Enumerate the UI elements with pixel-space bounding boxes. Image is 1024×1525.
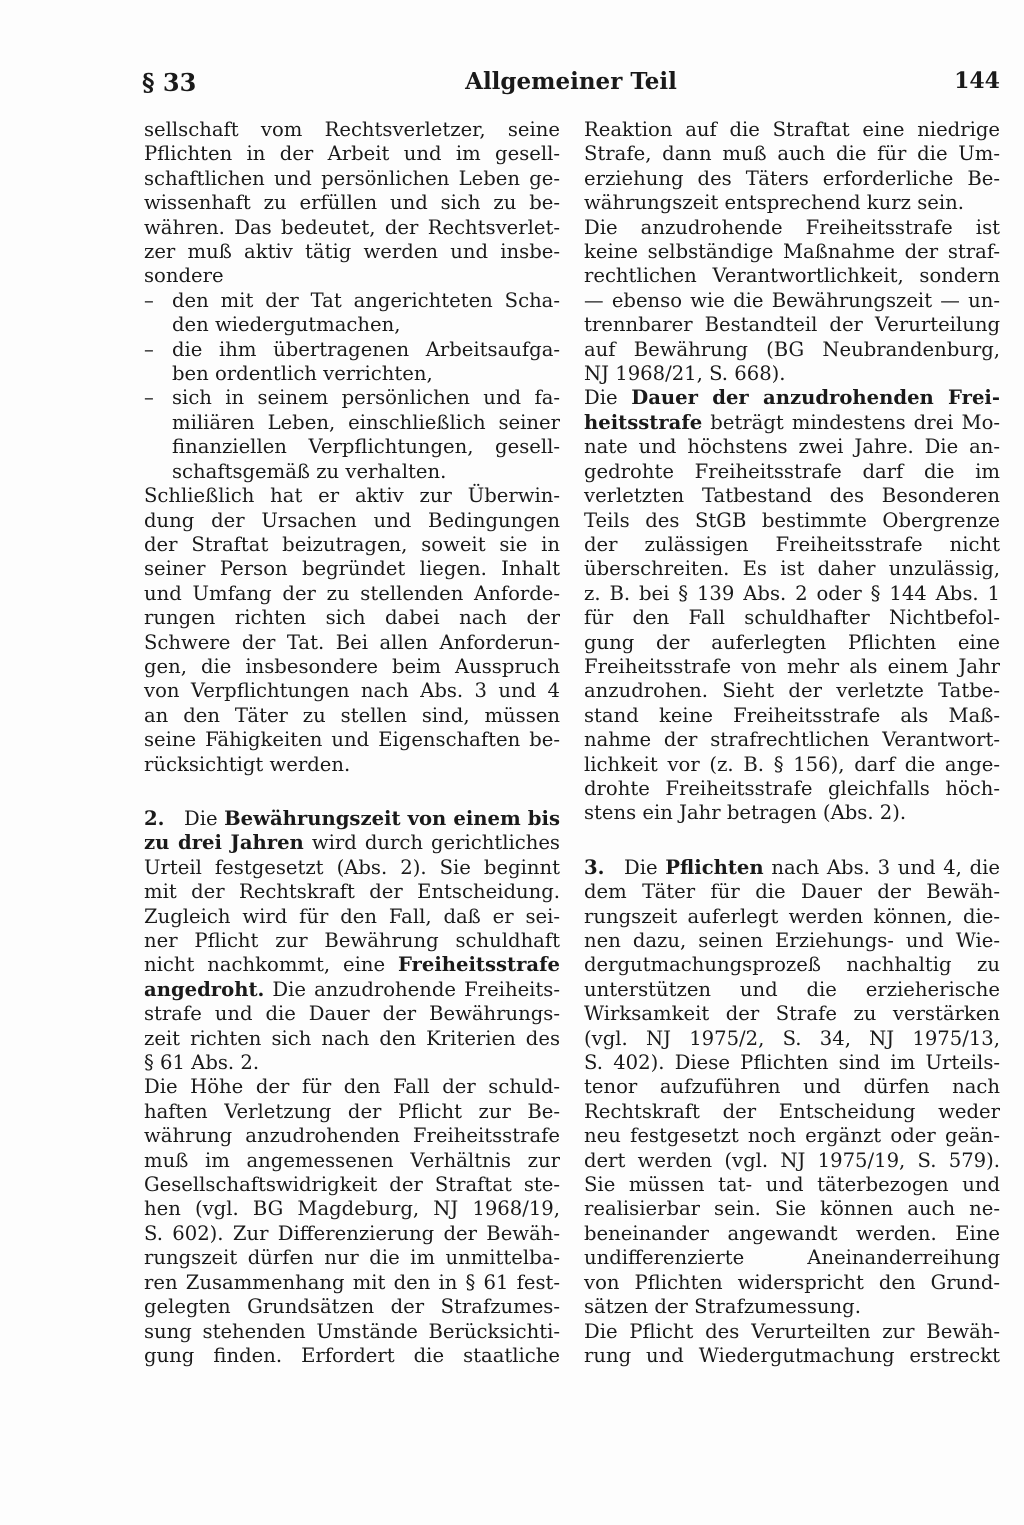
dash-marker: – xyxy=(144,337,154,361)
text-line: stand keine Freiheitsstrafe als Maß- xyxy=(584,703,1000,727)
text-line: Pflichten in der Arbeit und im gesell- xyxy=(144,142,560,166)
text-line: schaftsgemäß zu verhalten. xyxy=(172,459,447,483)
text-line: Die anzudrohende Freiheitsstrafe ist xyxy=(584,215,1000,239)
text-line: Rechtskraft der Entscheidung weder xyxy=(584,1099,1000,1123)
text-line: schaftlichen und persönlichen Leben ge- xyxy=(144,166,560,190)
text-line: NJ 1968/21, S. 668). xyxy=(584,362,786,386)
emphasis: heitsstrafe xyxy=(584,410,703,434)
emphasis: zu drei Jahren xyxy=(144,831,304,855)
text-line: dert werden (vgl. NJ 1975/19, S. 579). xyxy=(584,1148,1000,1172)
text-line: währungszeit entsprechend kurz sein. xyxy=(584,191,964,215)
text-line: der zulässigen Freiheitsstrafe nicht xyxy=(584,532,1000,556)
text-line: sich in seinem persönlichen und fa- xyxy=(172,386,560,410)
text-line: an den Täter zu stellen sind, müssen xyxy=(144,703,560,727)
text-line: seine Fähigkeiten und Eigenschaften be- xyxy=(144,728,560,752)
text-line: erziehung des Täters erforderliche Be- xyxy=(584,166,1000,190)
text-line: Wirksamkeit der Strafe zu verstärken xyxy=(584,1002,1000,1026)
text-line: rücksichtigt werden. xyxy=(144,752,351,776)
text-line: Die Höhe der für den Fall der schuld- xyxy=(144,1075,560,1099)
text-line: sondere xyxy=(144,264,224,288)
text-line: gen, die insbesondere beim Ausspruch xyxy=(144,654,560,678)
text-line: den mit der Tat angerichteten Scha- xyxy=(172,288,560,312)
text-line: sellschaft vom Rechtsverletzer, seine xyxy=(144,118,560,141)
text-line: finanziellen Verpflichtungen, gesell- xyxy=(172,435,560,459)
text-line: Strafe, dann muß auch die für die Um- xyxy=(584,142,1000,166)
text-line: nahme der strafrechtlichen Verantwort- xyxy=(584,728,1000,752)
text-line: gung finden. Erfordert die staatliche xyxy=(144,1343,560,1367)
text-line: ren Zusammenhang mit den in § 61 fest- xyxy=(144,1270,560,1294)
text-line: sätzen der Strafzumessung. xyxy=(584,1295,861,1319)
text-line: ner Pflicht zur Bewährung schuldhaft xyxy=(144,929,560,952)
text-line: Gesellschaftswidrigkeit der Straftat ste- xyxy=(144,1173,560,1197)
paragraph xyxy=(584,216,1000,387)
text-line: undifferenzierte Aneinanderreihung xyxy=(584,1246,1000,1270)
text-line: 2. Die Bewährungszeit von einem bis xyxy=(144,806,560,830)
text-line: tenor aufzuführen und dürfen nach xyxy=(584,1075,1000,1099)
left-column xyxy=(144,118,560,1368)
text-line: seiner Person begründet liegen. Inhalt xyxy=(144,557,560,581)
text-line: währen. Das bedeutet, der Rechtsverlet- xyxy=(144,215,560,239)
text-line: trennbarer Bestandteil der Verurteilung xyxy=(584,313,1000,337)
text-line: strafe und die Dauer der Bewährungs- xyxy=(144,1002,560,1026)
text-line: mit der Rechtskraft der Entscheidung. xyxy=(144,880,560,904)
text-line: nen dazu, seinen Erziehungs- und Wie- xyxy=(584,929,1000,952)
text-line: rungszeit auferlegt werden können, die- xyxy=(584,904,1000,928)
paragraph xyxy=(144,484,560,777)
section-2 xyxy=(144,807,560,1075)
text-line: Freiheitsstrafe von mehr als einem Jahr xyxy=(584,654,1000,678)
text-line: ben ordentlich verrichten, xyxy=(172,362,433,386)
item-number: 3. xyxy=(584,855,605,879)
text-line: muß im angemessenen Verhältnis zur xyxy=(144,1148,560,1172)
dash-marker: – xyxy=(144,386,154,410)
text-line: nate und höchstens zwei Jahre. Die an- xyxy=(584,435,1000,459)
text-line: Reaktion auf die Straftat eine niedrige xyxy=(584,118,1000,141)
text-line: § 61 Abs. 2. xyxy=(144,1051,260,1075)
text-line: rechtlichen Verantwortlichkeit, sondern xyxy=(584,264,1000,288)
text-line: von Verpflichtungen nach Abs. 3 und 4 xyxy=(144,679,560,703)
text-line: S. 402). Diese Pflichten sind im Urteils- xyxy=(584,1051,1000,1075)
text-line: Die Pflicht des Verurteilten zur Bewäh- xyxy=(584,1319,1000,1343)
page-header xyxy=(142,68,1000,108)
dash-list-item xyxy=(144,289,560,338)
right-column xyxy=(584,118,1000,1368)
paragraph xyxy=(584,386,1000,825)
text-line: beneinander angewandt werden. Eine xyxy=(584,1221,1000,1245)
text-line: lichkeit vor (z. B. § 156), darf die ange- xyxy=(584,752,1000,776)
emphasis: angedroht. xyxy=(144,977,265,1001)
text-line: hen (vgl. BG Magdeburg, NJ 1968/19, xyxy=(144,1197,560,1221)
paragraph xyxy=(144,1075,560,1368)
text-line: 3. Die Pflichten nach Abs. 3 und 4, die xyxy=(584,855,1000,879)
text-line: heitsstrafe beträgt mindestens drei Mo- xyxy=(584,410,1000,434)
text-line: zer muß aktiv tätig werden und insbe- xyxy=(144,240,560,264)
section-3 xyxy=(584,856,1000,1320)
text-line: (vgl. NJ 1975/2, S. 34, NJ 1975/13, xyxy=(584,1026,1000,1050)
text-line: gung der auferlegten Pflichten eine xyxy=(584,630,1000,654)
paragraph xyxy=(584,1320,1000,1369)
dash-marker: – xyxy=(144,288,154,312)
section-number: § 33 xyxy=(142,68,197,97)
text-line: anzudrohen. Sieht der verletzte Tatbe- xyxy=(584,679,1000,703)
text-line: gedrohte Freiheitsstrafe darf die im xyxy=(584,459,1000,483)
text-line: drohte Freiheitsstrafe gleichfalls höch- xyxy=(584,776,1000,800)
emphasis: Freiheitsstrafe xyxy=(397,953,560,977)
text-line: die ihm übertragenen Arbeitsaufga- xyxy=(172,337,560,361)
text-line: den wiedergutmachen, xyxy=(172,313,401,337)
text-line: dem Täter für die Dauer der Bewäh- xyxy=(584,880,1000,904)
text-line: Schwere der Tat. Bei allen Anforderun- xyxy=(144,630,560,654)
text-line: dergutmachungsprozeß nachhaltig zu xyxy=(584,953,1000,977)
text-line: Zugleich wird für den Fall, daß er sei- xyxy=(144,904,560,928)
text-line: dung der Ursachen und Bedingungen xyxy=(144,508,560,532)
item-number: 2. xyxy=(144,806,165,830)
text-line: miliären Leben, einschließlich seiner xyxy=(172,410,560,434)
dash-list-item xyxy=(144,386,560,484)
emphasis: Bewährungszeit von einem bis xyxy=(224,806,560,830)
text-line: rungen richten sich dabei nach der xyxy=(144,606,560,630)
text-line: verletzten Tatbestand des Besonderen xyxy=(584,484,1000,508)
text-line: rung und Wiedergutmachung erstreckt xyxy=(584,1343,1000,1367)
text-line: z. B. bei § 139 Abs. 2 oder § 144 Abs. 1 xyxy=(584,581,1000,605)
paragraph xyxy=(584,118,1000,216)
running-title: Allgemeiner Teil xyxy=(465,68,677,95)
text-line: nicht nachkommt, eine Freiheitsstrafe xyxy=(144,953,560,977)
text-line: überschreiten. Es ist daher unzulässig, xyxy=(584,557,1000,581)
text-line: währung anzudrohenden Freiheitsstrafe xyxy=(144,1124,560,1148)
text-line: unterstützen und die erzieherische xyxy=(584,977,1000,1001)
text-line: Sie müssen tat- und täterbezogen und xyxy=(584,1173,1000,1197)
text-line: für den Fall schuldhafter Nichtbefol- xyxy=(584,606,1000,630)
text-line: neu festgesetzt noch ergänzt oder geän- xyxy=(584,1124,1000,1148)
text-line: angedroht. Die anzudrohende Freiheits- xyxy=(144,977,560,1001)
text-line: — ebenso wie die Bewährungszeit — un- xyxy=(584,288,1000,312)
text-line: haften Verletzung der Pflicht zur Be- xyxy=(144,1099,560,1123)
text-line: und Umfang der zu stellenden Anforde- xyxy=(144,581,560,605)
text-line: sung stehenden Umstände Berücksichti- xyxy=(144,1319,560,1343)
emphasis: Pflichten xyxy=(665,855,764,879)
text-line: wissenhaft zu erfüllen und sich zu be- xyxy=(144,191,560,215)
text-line: Urteil festgesetzt (Abs. 2). Sie beginnt xyxy=(144,855,560,879)
text-line: stens ein Jahr betragen (Abs. 2). xyxy=(584,801,907,825)
text-line: Die Dauer der anzudrohenden Frei- xyxy=(584,386,1000,410)
text-line: von Pflichten widerspricht den Grund- xyxy=(584,1270,1000,1294)
page-number: 144 xyxy=(954,68,1000,94)
paragraph xyxy=(144,118,560,289)
text-line: Teils des StGB bestimmte Obergrenze xyxy=(584,508,1000,532)
text-line: S. 602). Zur Differenzierung der Bewäh- xyxy=(144,1221,560,1245)
emphasis: Dauer der anzudrohenden Frei- xyxy=(631,386,1000,410)
text-line: gelegten Grundsätzen der Strafzumes- xyxy=(144,1295,560,1319)
dash-list-item xyxy=(144,338,560,387)
text-line: der Straftat beizutragen, soweit sie in xyxy=(144,532,560,556)
text-line: realisierbar sein. Sie können auch ne- xyxy=(584,1197,1000,1221)
text-line: Schließlich hat er aktiv zur Überwin- xyxy=(144,484,560,508)
text-line: zu drei Jahren wird durch gerichtliches xyxy=(144,831,560,855)
text-line: zeit richten sich nach den Kriterien des xyxy=(144,1026,560,1050)
text-line: keine selbständige Maßnahme der straf- xyxy=(584,240,1000,264)
text-line: auf Bewährung (BG Neubrandenburg, xyxy=(584,337,1000,361)
text-line: rungszeit dürfen nur die im unmittelba- xyxy=(144,1246,560,1270)
